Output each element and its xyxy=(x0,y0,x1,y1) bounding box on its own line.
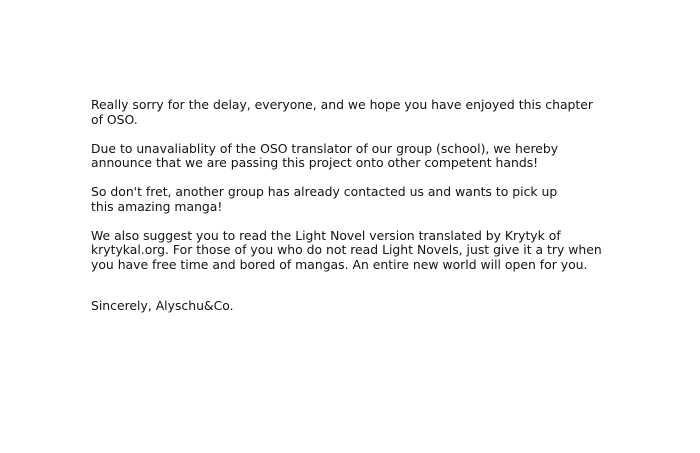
text-line: krytykal.org. For those of you who do not read Light Novels, just give it a try when xyxy=(91,242,602,257)
text-line: announce that we are passing this project onto other competent hands! xyxy=(91,155,539,170)
paragraph-suggestion xyxy=(91,229,651,273)
paragraph-apology xyxy=(91,98,651,127)
paragraph-reassurance xyxy=(91,185,651,214)
text-line: of OSO. xyxy=(91,111,138,127)
text-line: We also suggest you to read the Light Novel version translated by Krytyk of xyxy=(91,227,561,243)
text-line: you have free time and bored of mangas. An entire new world will open for you. xyxy=(91,256,588,272)
text-line: this amazing manga! xyxy=(91,198,223,214)
message-body xyxy=(91,98,651,287)
text-line: Due to unavaliablity of the OSO translator of our group (school), we hereby xyxy=(91,140,559,156)
paragraph-announcement xyxy=(91,142,651,171)
text-line: Really sorry for the delay, everyone, and we hope you have enjoyed this chapter xyxy=(91,97,593,112)
text-line: So don't fret, another group has already contacted us and wants to pick up xyxy=(91,184,558,199)
signature-line: Sincerely, Alyschu&Co. xyxy=(91,298,234,313)
